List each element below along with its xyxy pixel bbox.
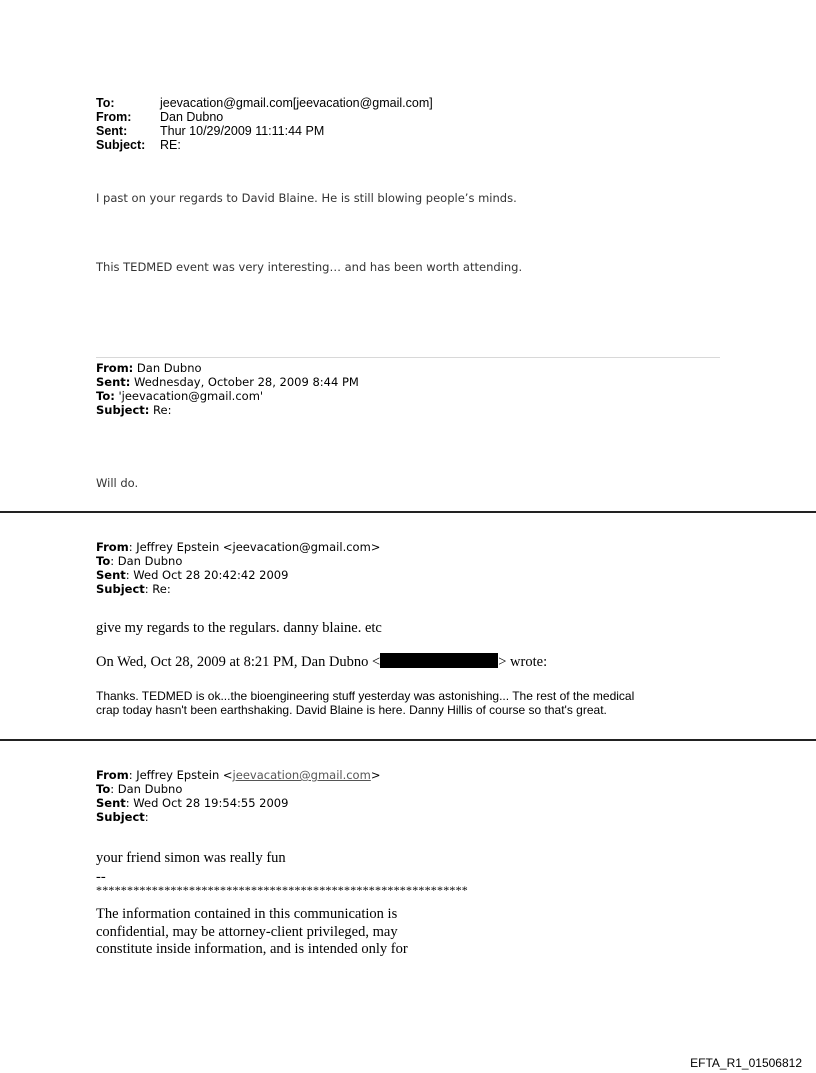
section-divider — [0, 511, 816, 513]
disclaimer-line: confidential, may be attorney-client privileged, may — [96, 923, 398, 940]
email3-body: give my regards to the regulars. danny blaine. etc — [96, 620, 382, 636]
subject-label: Subject: — [96, 138, 146, 152]
to-value: 'jeevacation@gmail.com' — [114, 389, 264, 403]
email4-to-row — [96, 782, 380, 796]
subject-label: Subject — [96, 582, 145, 596]
to-label: To — [96, 554, 111, 568]
sent-label: Sent: — [96, 124, 128, 138]
email2-from-row — [96, 361, 359, 375]
sent-value: : Wed Oct 28 20:42:42 2009 — [125, 568, 289, 582]
email3-quote-attribution — [96, 653, 547, 671]
email3-to-row — [96, 554, 380, 568]
email1-header — [96, 96, 433, 152]
sent-value: : Wed Oct 28 19:54:55 2009 — [125, 796, 289, 810]
email3-subject-row — [96, 582, 380, 596]
email3-quoted-text — [96, 689, 634, 717]
email4-from-row — [96, 768, 380, 782]
subject-value: RE: — [160, 138, 181, 152]
email2-body: Will do. — [96, 476, 139, 490]
disclaimer-line: constitute inside information, and is intended only for — [96, 941, 408, 957]
from-label: From: — [96, 361, 134, 375]
subject-label: Subject: — [96, 403, 150, 417]
to-label: To: — [96, 389, 115, 403]
from-label: From — [96, 768, 129, 782]
signature-stars: ************************************************************ — [96, 883, 468, 897]
email3-sent-row — [96, 568, 380, 582]
quoted-line: Thanks. TEDMED is ok...the bioengineering stuff yesterday was astonishing... The rest of the medical — [96, 689, 635, 703]
email2-sent-row — [96, 375, 359, 389]
from-label: From — [96, 540, 129, 554]
signature-dash: -- — [96, 869, 106, 885]
from-value: Dan Dubno — [160, 110, 224, 124]
redaction-block — [380, 653, 498, 668]
disclaimer-line: The information contained in this communication is — [96, 906, 398, 922]
sent-value: Thur 10/29/2009 11:11:44 PM — [160, 124, 325, 138]
to-value: jeevacation@gmail.com[jeevacation@gmail.com] — [160, 96, 433, 110]
email1-body-line2: This TEDMED event was very interesting… and has been worth attending. — [96, 260, 523, 274]
to-label: To — [96, 782, 111, 796]
email4-sent-row — [96, 796, 380, 810]
quote-suffix: > wrote: — [498, 654, 548, 670]
email1-from-row — [96, 110, 433, 124]
email4-subject-row — [96, 810, 380, 824]
from-prefix: : Jeffrey Epstein < — [128, 768, 233, 782]
email1-to-row — [96, 96, 433, 110]
subject-value: : — [144, 810, 149, 824]
email3-from-row — [96, 540, 380, 554]
sent-label: Sent — [96, 568, 126, 582]
sent-label: Sent: — [96, 375, 131, 389]
sent-label: Sent — [96, 796, 126, 810]
email1-sent-row — [96, 124, 433, 138]
sent-value: Wednesday, October 28, 2009 8:44 PM — [130, 375, 359, 389]
email2-to-row — [96, 389, 359, 403]
subject-value: Re: — [149, 403, 172, 417]
quote-prefix: On Wed, Oct 28, 2009 at 8:21 PM, Dan Dubno < — [96, 654, 381, 670]
to-value: : Dan Dubno — [110, 554, 183, 568]
to-value: : Dan Dubno — [110, 782, 183, 796]
email4-body: your friend simon was really fun — [96, 850, 286, 866]
email-link[interactable]: jeevacation@gmail.com — [232, 768, 371, 782]
quote-divider — [96, 357, 720, 358]
email2-header — [96, 361, 359, 417]
from-value: : Jeffrey Epstein <jeevacation@gmail.com> — [128, 540, 381, 554]
section-divider — [0, 739, 816, 741]
email1-body-line1: I past on your regards to David Blaine. He is still blowing people’s minds. — [96, 191, 517, 205]
email3-header — [96, 540, 380, 596]
to-label: To: — [96, 96, 115, 110]
document-id: EFTA_R1_01506812 — [690, 1056, 802, 1070]
from-suffix: > — [370, 768, 381, 782]
from-value: Dan Dubno — [133, 361, 202, 375]
email4-header — [96, 768, 380, 824]
quoted-line: crap today hasn't been earthshaking. David Blaine is here. Danny Hillis of course so that's great. — [96, 703, 607, 717]
subject-label: Subject — [96, 810, 145, 824]
email1-subject-row — [96, 138, 433, 152]
email2-subject-row — [96, 403, 359, 417]
from-label: From: — [96, 110, 132, 124]
subject-value: : Re: — [144, 582, 171, 596]
disclaimer — [96, 906, 408, 959]
